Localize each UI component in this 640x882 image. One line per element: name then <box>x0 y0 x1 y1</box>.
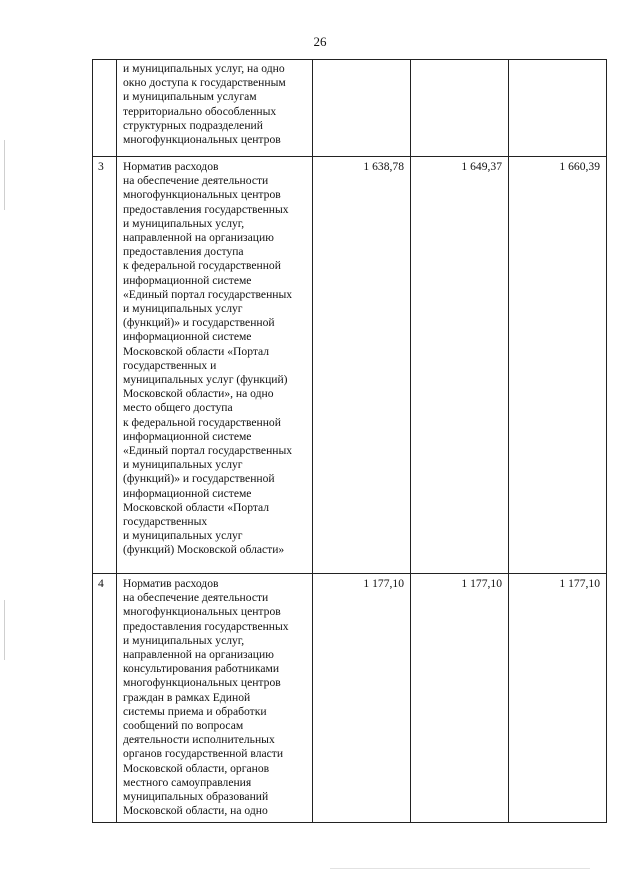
row-description-cell: и муниципальных услуг, на одно окно доступа к государственным и муниципальным услугам территориально обособленных структурных подразделений многофункциональных центров <box>117 60 313 157</box>
scan-edge-mark <box>4 600 5 660</box>
value-cell-year-1: 1 638,78 <box>313 157 411 574</box>
table-row <box>93 574 607 823</box>
value-cell-year-3 <box>509 60 607 157</box>
value-cell-year-2 <box>411 60 509 157</box>
value-cell-year-3: 1 660,39 <box>509 157 607 574</box>
row-number-cell: 3 <box>93 157 117 574</box>
scan-edge-mark <box>4 140 5 210</box>
row-description-cell: Норматив расходов на обеспечение деятельности многофункциональных центров предоставления государственных и муниципальных услуг, направленной на организацию консультирования работниками многофункциональных центров граждан в рамках Единой системы приема и обработки сообщений по вопросам деятельности исполнительных органов государственной власти Московской области, органов местного самоуправления муниципальных образований Московской области, на одно <box>117 574 313 823</box>
row-description-cell: Норматив расходов на обеспечение деятельности многофункциональных центров предоставления государственных и муниципальных услуг, направленной на организацию предоставления доступа к федеральной государственной информационной системе «Единый портал государственных и муниципальных услуг (функций)» и государственной информационной системе Московской области «Портал государственных и муниципальных услуг (функций) Московской области», на одно место общего доступа к федеральной государственной информационной системе «Единый портал государственных и муниципальных услуг (функций)» и государственной информационной системе Московской области «Портал государственных и муниципальных услуг (функций) Московской области» <box>117 157 313 574</box>
value-cell-year-1 <box>313 60 411 157</box>
value-cell-year-3: 1 177,10 <box>509 574 607 823</box>
table-row <box>93 60 607 157</box>
page-number: 26 <box>313 34 327 49</box>
scan-bottom-line <box>330 868 590 869</box>
expense-norms-table <box>92 59 607 823</box>
value-cell-year-2: 1 177,10 <box>411 574 509 823</box>
row-number-cell <box>93 60 117 157</box>
value-cell-year-2: 1 649,37 <box>411 157 509 574</box>
table-row <box>93 157 607 574</box>
value-cell-year-1: 1 177,10 <box>313 574 411 823</box>
row-number-cell: 4 <box>93 574 117 823</box>
